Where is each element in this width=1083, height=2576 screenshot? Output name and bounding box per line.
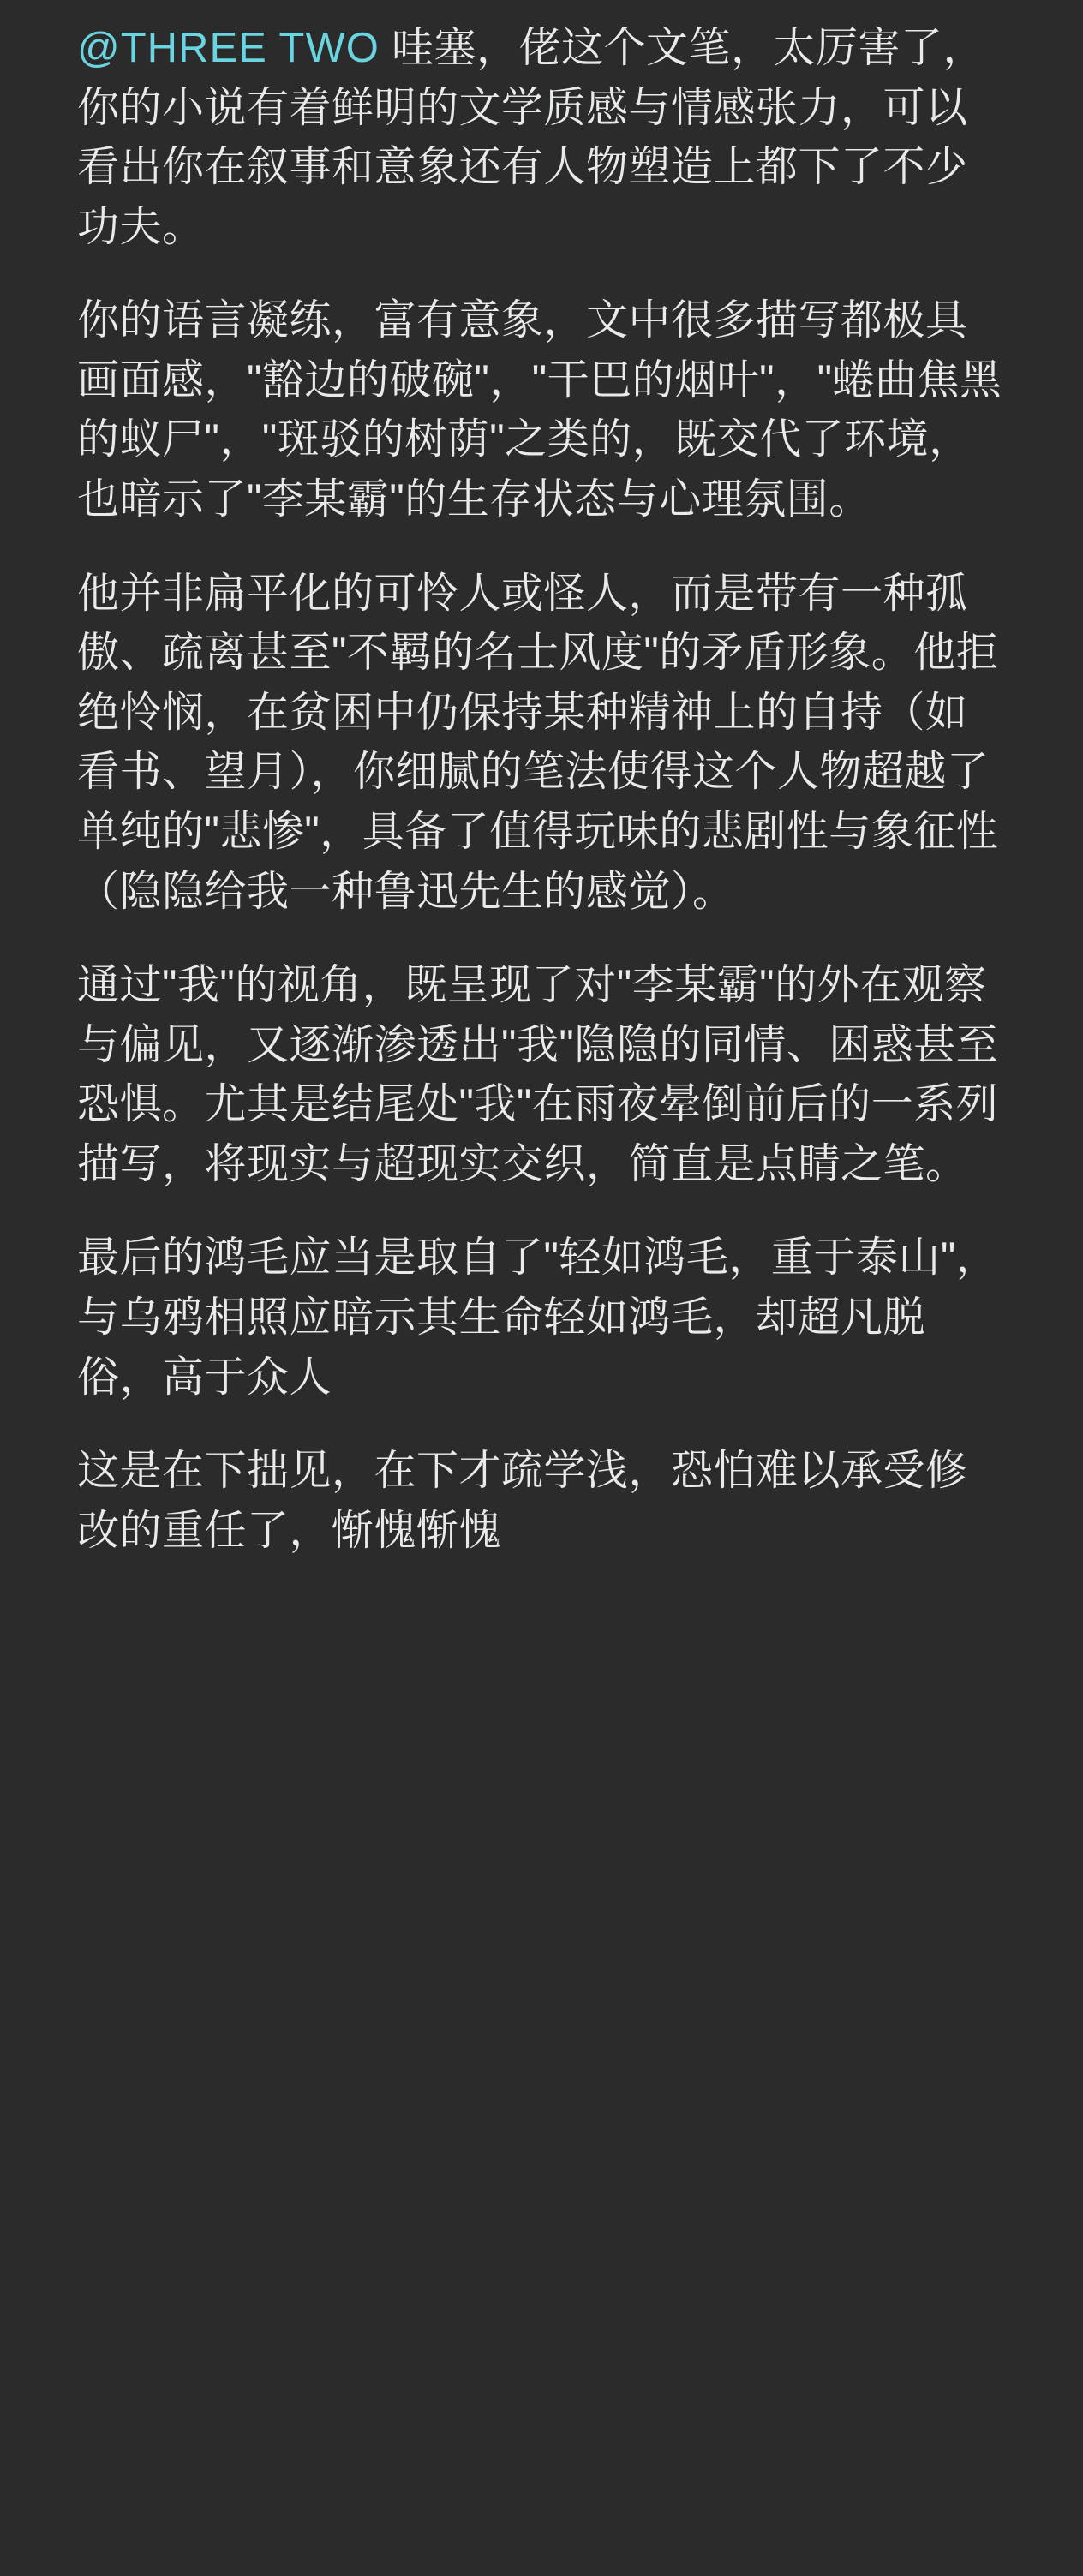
mention-link[interactable]: @THREE TWO: [77, 25, 380, 71]
comment-paragraph-5: 最后的鸿毛应当是取自了"轻如鸿毛，重于泰山"，与乌鸦相照应暗示其生命轻如鸿毛，却超凡脱俗，高于众人: [77, 1234, 999, 1401]
comment-paragraph-6: 这是在下拙见，在下才疏学浅，恐怕难以承受修改的重任了，惭愧惭愧: [77, 1448, 968, 1554]
comment-paragraph-1-text: 哇塞，佬这个文笔，太厉害了，你的小说有着鲜明的文学质感与情感张力，可以看出你在叙事和意象还有人物塑造上都下了不少功夫。: [77, 25, 985, 250]
comment-paragraph-3: 他并非扁平化的可怜人或怪人，而是带有一种孤傲、疏离甚至"不羁的名士风度"的矛盾形象。他拒绝怜悯，在贫困中仍保持某种精神上的自持（如看书、望月），你细腻的笔法使得这个人物超越了单纯的"悲惨"，具备了值得玩味的悲剧性与象征性（隐隐给我一种鲁迅先生的感觉）。: [77, 570, 999, 915]
comment-paragraph-2: 你的语言凝练，富有意象，文中很多描写都极具画面感，"豁边的破碗"，"干巴的烟叶"，"蜷曲焦黑的蚁尸"，"斑驳的树荫"之类的，既交代了环境，也暗示了"李某霸"的生存状态与心理氛围。: [77, 297, 1002, 523]
comment-paragraph-1: [77, 19, 1006, 257]
comment-paragraph-4: 通过"我"的视角，既呈现了对"李某霸"的外在观察与偏见，又逐渐渗透出"我"隐隐的同情、困惑甚至恐惧。尤其是结尾处"我"在雨夜晕倒前后的一系列描写，将现实与超现实交织，简直是点睛之笔。: [77, 962, 999, 1187]
